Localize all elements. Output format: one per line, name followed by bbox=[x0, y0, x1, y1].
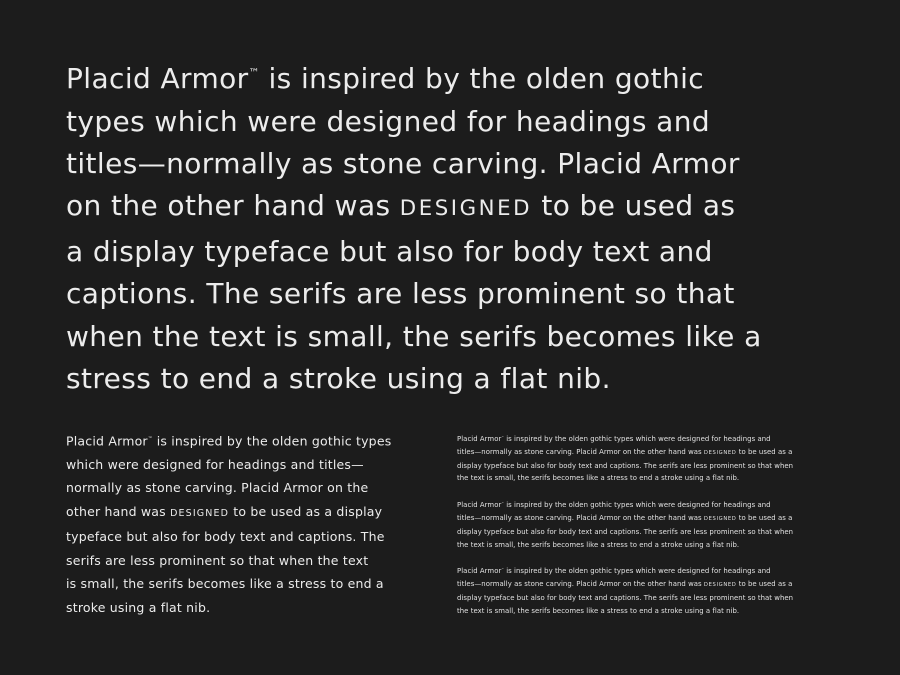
font-name: Placid Armor bbox=[457, 501, 502, 510]
text-run: to be used as a bbox=[736, 580, 793, 589]
font-name: Placid Armor bbox=[66, 433, 148, 449]
text-run: titles—normally as stone carving. Placid Armor on the other hand was bbox=[457, 447, 704, 456]
small-caps-word: DESIGNED bbox=[703, 515, 737, 522]
text-run: titles—normally as stone carving. Placid Armor on the other hand was bbox=[457, 513, 704, 522]
small-line bbox=[457, 578, 837, 592]
small-specimen-paragraph-1 bbox=[457, 432, 837, 485]
small-line bbox=[457, 512, 837, 526]
large-line-6: captions. The serifs are less prominent so that bbox=[66, 277, 735, 311]
medium-specimen-paragraph bbox=[66, 428, 446, 619]
text-run: other hand was bbox=[66, 503, 171, 519]
text-run: is inspired by the olden gothic types which were designed for headings and bbox=[503, 567, 771, 576]
trademark-symbol: ™ bbox=[147, 437, 153, 442]
text-run: titles—normally as stone carving. Placid Armor on the other hand was bbox=[457, 580, 704, 589]
text-run: to be used as a bbox=[736, 447, 793, 456]
medium-line-2: which were designed for headings and titles— bbox=[66, 456, 364, 472]
small-specimen-paragraph-2 bbox=[457, 498, 837, 551]
text-run: on the other hand was bbox=[66, 189, 400, 223]
small-caps-word: DESIGNED bbox=[703, 582, 737, 589]
large-line-8: stress to end a stroke using a flat nib. bbox=[66, 362, 611, 396]
text-run: to be used as a bbox=[736, 513, 793, 522]
trademark-symbol: ™ bbox=[248, 66, 260, 79]
medium-line-5: typeface but also for body text and captions. The bbox=[66, 529, 385, 545]
large-line-7: when the text is small, the serifs becomes like a bbox=[66, 319, 762, 353]
large-line-1 bbox=[66, 52, 866, 101]
small-line: the text is small, the serifs becomes like a stress to end a stroke using a flat nib. bbox=[457, 540, 740, 549]
medium-line-1 bbox=[66, 428, 446, 453]
large-line-4 bbox=[66, 185, 866, 230]
font-name: Placid Armor bbox=[457, 435, 502, 443]
text-run: to be used as a display bbox=[229, 503, 383, 519]
trademark-symbol: ™ bbox=[501, 436, 504, 439]
medium-line-3: normally as stone carving. Placid Armor on the bbox=[66, 480, 369, 496]
small-line: the text is small, the serifs becomes like a stress to end a stroke using a flat nib. bbox=[457, 606, 740, 615]
trademark-symbol: ™ bbox=[501, 502, 504, 506]
trademark-symbol: ™ bbox=[501, 568, 504, 572]
text-run: to be used as bbox=[532, 189, 736, 223]
large-line-3: titles—normally as stone carving. Placid Armor bbox=[66, 147, 740, 181]
text-run: is inspired by the olden gothic types which were designed for headings and bbox=[503, 435, 771, 443]
large-line-5: a display typeface but also for body text and bbox=[66, 234, 713, 268]
text-run: is inspired by the olden gothic bbox=[259, 62, 705, 96]
medium-line-6: serifs are less prominent so that when the text bbox=[66, 552, 369, 568]
large-line-2: types which were designed for headings and bbox=[66, 104, 711, 138]
font-name: Placid Armor bbox=[66, 62, 249, 96]
text-run: is inspired by the olden gothic types which were designed for headings and bbox=[503, 501, 771, 510]
medium-line-7: is small, the serifs becomes like a stress to end a bbox=[66, 576, 384, 592]
small-line bbox=[457, 446, 837, 460]
small-caps-word: DESIGNED bbox=[703, 449, 737, 456]
small-caps-word: DESIGNED bbox=[399, 196, 533, 222]
small-caps-word: DESIGNED bbox=[170, 507, 230, 519]
small-specimen-paragraph-3 bbox=[457, 564, 837, 617]
font-name: Placid Armor bbox=[457, 567, 502, 576]
small-line bbox=[457, 432, 837, 446]
small-specimen-column bbox=[457, 432, 837, 631]
large-specimen-paragraph bbox=[66, 52, 866, 400]
small-line: display typeface but also for body text and captions. The serifs are less prominent so that when bbox=[457, 593, 794, 602]
medium-line-8: stroke using a flat nib. bbox=[66, 599, 211, 615]
small-line bbox=[457, 498, 837, 512]
medium-line-4 bbox=[66, 500, 446, 526]
small-line: display typeface but also for body text and captions. The serifs are less prominent so that when bbox=[457, 527, 794, 536]
small-line: display typeface but also for body text and captions. The serifs are less prominent so that when bbox=[457, 461, 794, 470]
small-line: the text is small, the serifs becomes like a stress to end a stroke using a flat nib. bbox=[457, 474, 740, 483]
small-line bbox=[457, 564, 837, 578]
text-run: is inspired by the olden gothic types bbox=[152, 433, 392, 449]
